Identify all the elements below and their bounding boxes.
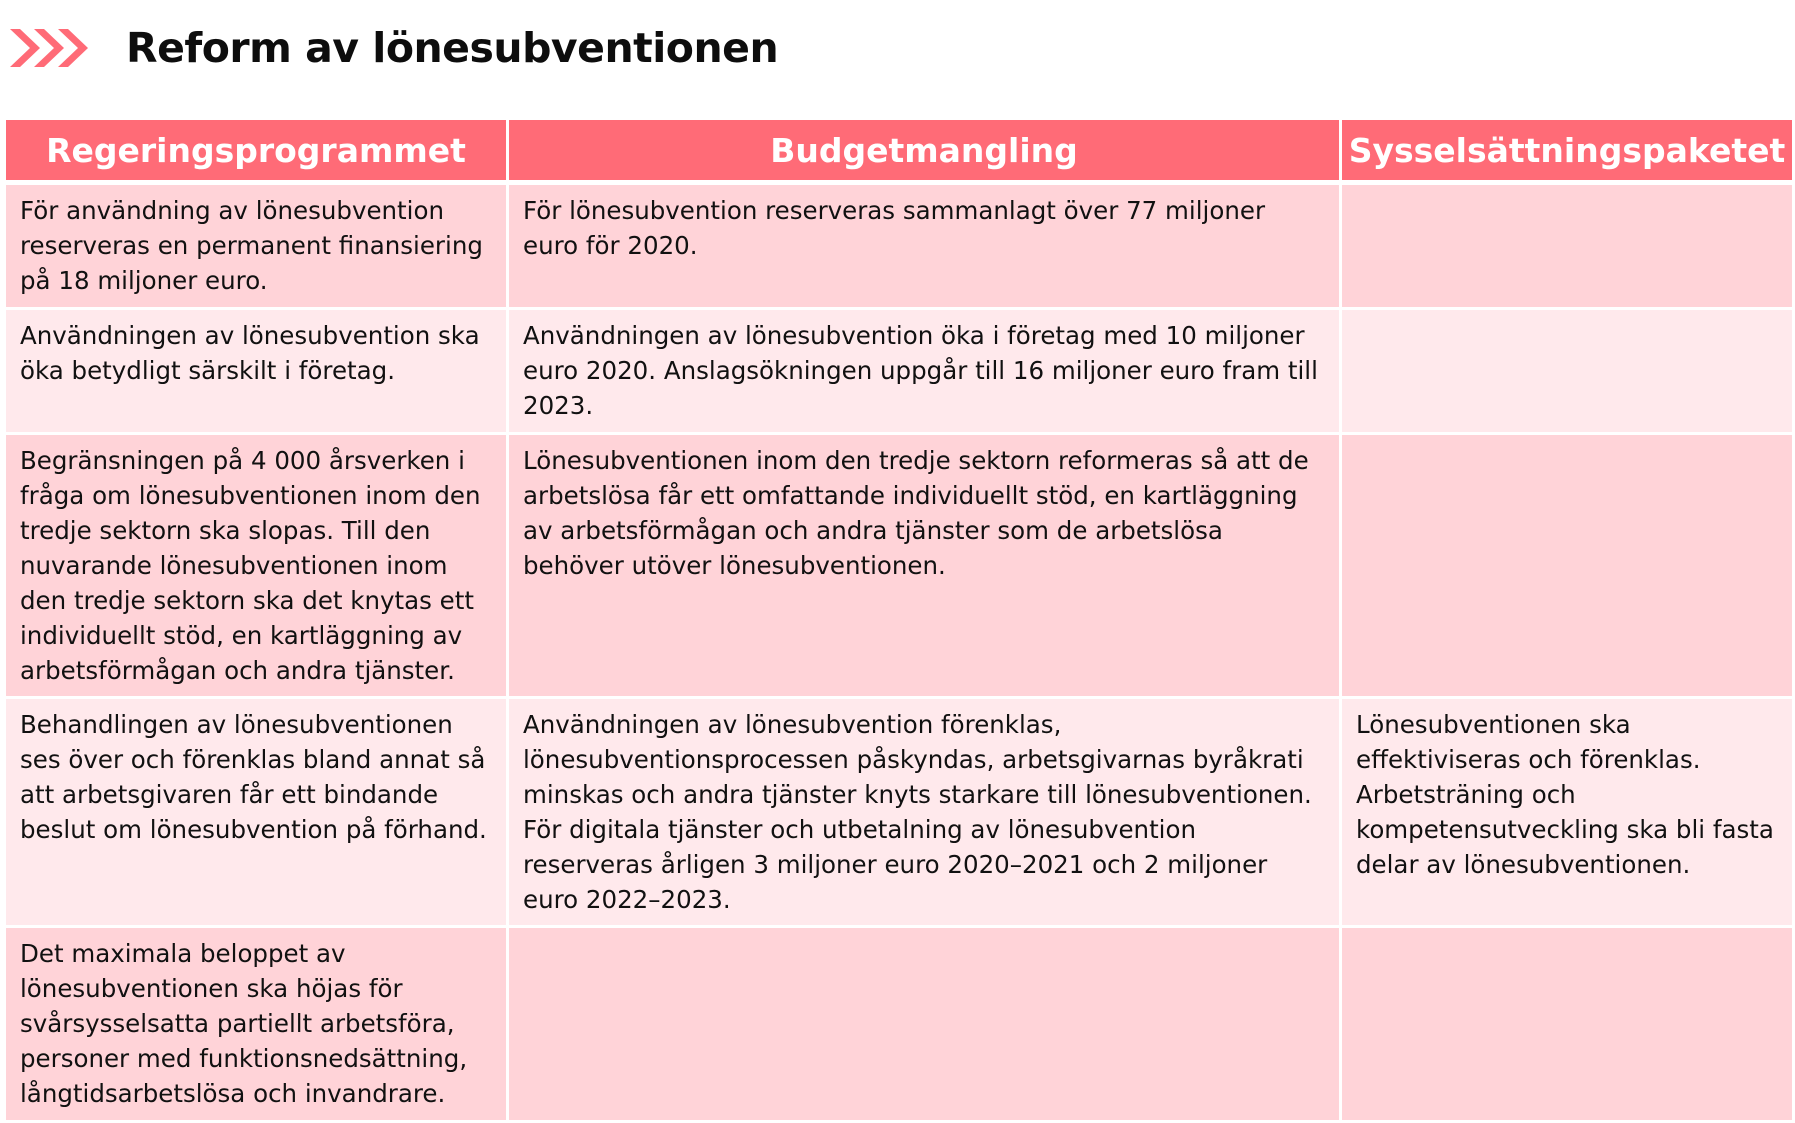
table-cell: Användningen av lönesubvention ska öka betydligt särskilt i företag. <box>5 309 508 434</box>
reform-table <box>3 120 1795 1123</box>
table-cell <box>1341 434 1794 698</box>
column-header-sysselsattningspaketet: Sysselsättningspaketet <box>1341 120 1794 183</box>
table-cell: Behandlingen av lönesubventionen ses över och förenklas bland annat så att arbetsgivaren får ett bindande beslut om lönesubvention på förhand. <box>5 698 508 927</box>
table-cell: Det maximala beloppet av lönesubventionen ska höjas för svårsysselsatta partiellt arbetsföra, personer med funktionsnedsättning, långtidsarbetslösa och invandrare. <box>5 927 508 1122</box>
table-cell <box>1341 183 1794 309</box>
triple-chevron-right-icon <box>10 25 94 71</box>
table-cell <box>508 927 1341 1122</box>
table-row <box>5 434 1794 698</box>
table-row <box>5 698 1794 927</box>
table-cell: Begränsningen på 4 000 årsverken i fråga om lönesubventionen inom den tredje sektorn ska slopas. Till den nuvarande lönesubventionen inom den tredje sektorn ska det knytas ett individuellt stöd, en kartläggning av arbetsförmågan och andra tjänster. <box>5 434 508 698</box>
table-cell: Användningen av lönesubvention öka i företag med 10 miljoner euro 2020. Anslagsökningen uppgår till 16 miljoner euro fram till 2023. <box>508 309 1341 434</box>
table-cell: Lönesubventionen ska effektiviseras och förenklas. Arbetsträning och kompetensutveckling ska bli fasta delar av lönesubventionen. <box>1341 698 1794 927</box>
column-header-regeringsprogrammet: Regeringsprogrammet <box>5 120 508 183</box>
table-row <box>5 309 1794 434</box>
table-cell: Användningen av lönesubvention förenklas, lönesubventionsprocessen påskyndas, arbetsgivarnas byråkrati minskas och andra tjänster knyts starkare till lönesubventionen. För digitala tjänster och utbetalning av lönesubvention reserveras årligen 3 miljoner euro 2020–2021 och 2 miljoner euro 2022–2023. <box>508 698 1341 927</box>
header-row <box>5 120 1794 183</box>
column-header-budgetmangling: Budgetmangling <box>508 120 1341 183</box>
table-cell <box>1341 927 1794 1122</box>
table-cell: Lönesubventionen inom den tredje sektorn reformeras så att de arbetslösa får ett omfattande individuellt stöd, en kartläggning av arbetsförmågan och andra tjänster som de arbetslösa behöver utöver lönesubventionen. <box>508 434 1341 698</box>
table-cell: För användning av lönesubvention reserveras en permanent finansiering på 18 miljoner euro. <box>5 183 508 309</box>
table-row <box>5 183 1794 309</box>
slide-header <box>10 18 778 78</box>
page-title: Reform av lönesubventionen <box>126 24 779 72</box>
table-cell: För lönesubvention reserveras sammanlagt över 77 miljoner euro för 2020. <box>508 183 1341 309</box>
table-row <box>5 927 1794 1122</box>
table-cell <box>1341 309 1794 434</box>
